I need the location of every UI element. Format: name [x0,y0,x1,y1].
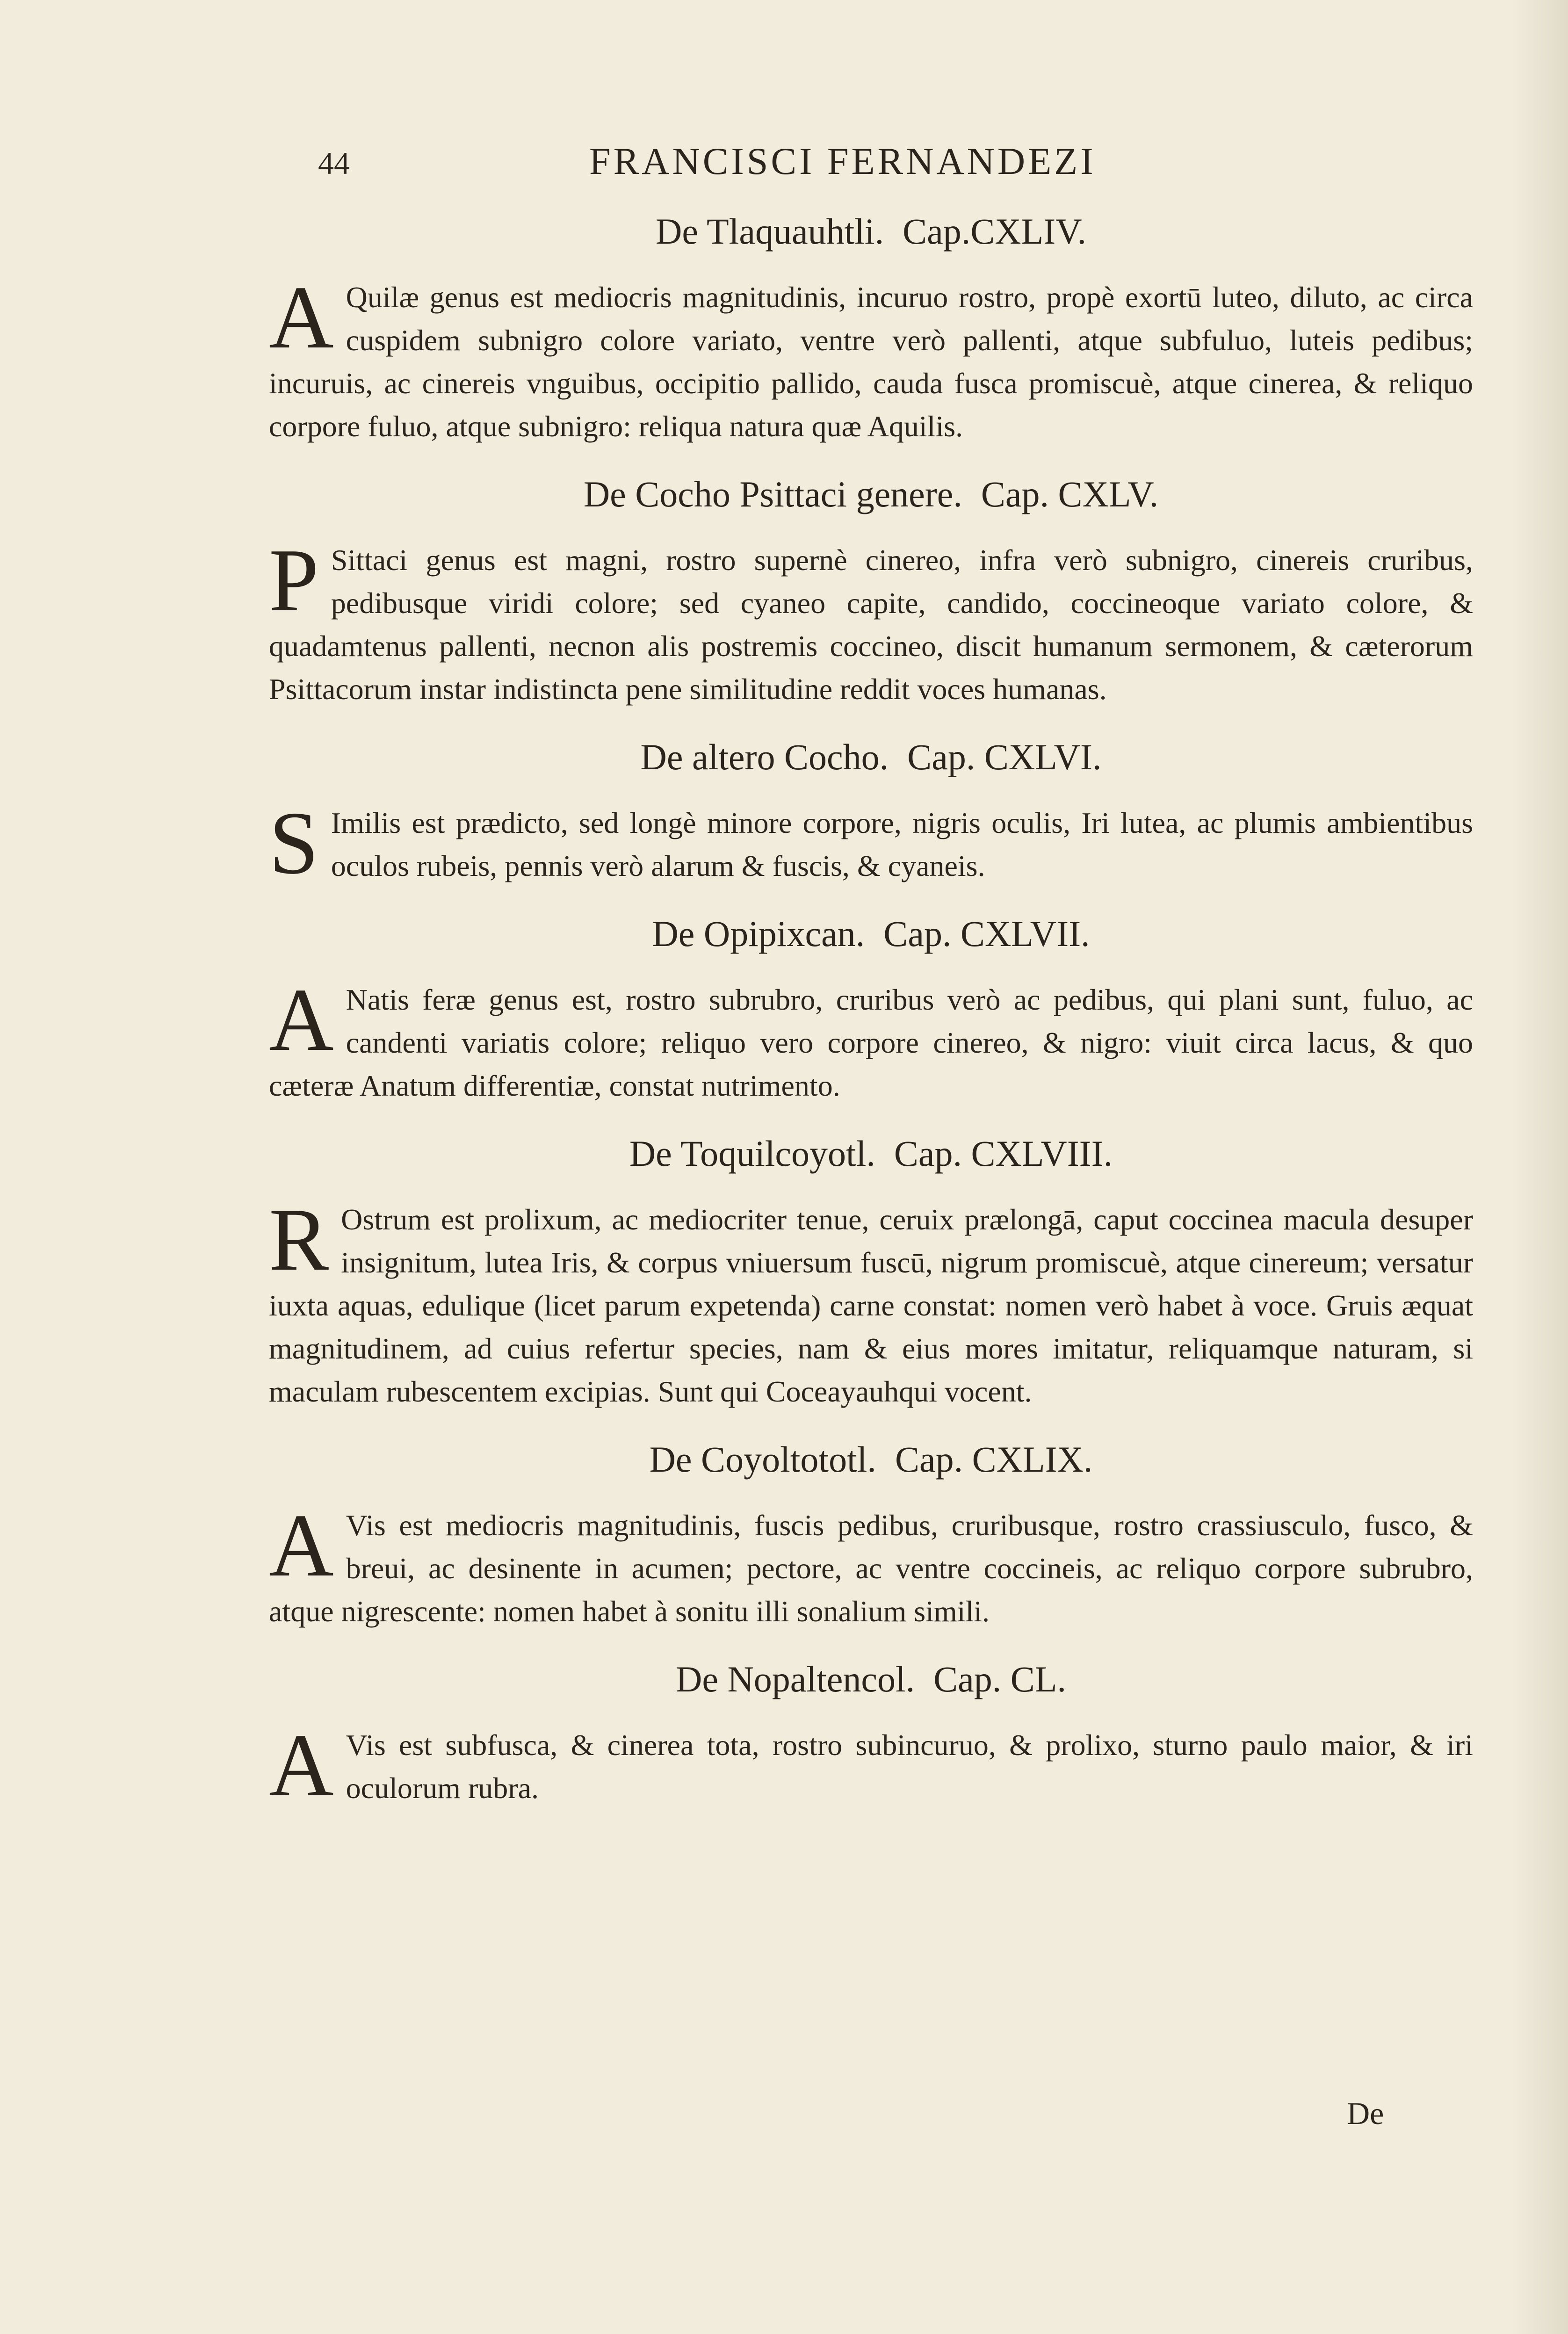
chapter-title: De Toquilcoyotl. [629,1133,875,1174]
chapter-number: Cap. CXLVIII. [894,1133,1113,1174]
chapter-cxlvii [269,908,1473,1107]
chapter-number: Cap. CXLV. [981,474,1159,514]
running-head [262,131,1337,187]
chapter-heading [269,1654,1473,1705]
chapter-text [269,267,1473,448]
chapter-cxlix [269,1434,1473,1633]
chapter-number: Cap. CXLVI. [907,737,1102,777]
chapter-body: Sittaci genus est magni, rostro supernè cinereo, infra verò subnigro, cinereis cruribus, pedibusque viridi colore; sed cyaneo capite, candido, coccineoque variato colore, & quadamtenus pallenti, necnon alis postremis coccineo, discit humanum sermonem, & cæterorum Psittacorum instar indistincta pene similitudine reddit voces humanas. [269,543,1473,706]
chapter-title: De Coyoltototl. [649,1439,876,1480]
chapter-text [269,793,1473,893]
chapter-cxlviii [269,1128,1473,1413]
drop-cap: A [269,970,334,1069]
chapter-text [269,1496,1473,1633]
drop-cap: A [269,1715,334,1815]
chapter-title: De Nopaltencol. [676,1659,915,1699]
drop-cap: A [269,1496,334,1595]
chapter-cxlvi [269,731,1473,893]
chapter-text [269,1190,1473,1413]
running-title: FRANCISCI FERNANDEZI [589,140,1096,182]
drop-cap: S [269,793,319,893]
chapter-number: Cap.CXLIV. [903,211,1086,252]
chapter-heading [269,469,1473,520]
chapter-body: Vis est mediocris magnitudinis, fuscis pedibus, cruribusque, rostro crassiusculo, fusco, & breui, ac desinente in acumen; pectore, ac ventre coccineis, ac reliquo corpore subrubro, atque nigrescente: nomen habet à sonitu illi sonalium simili. [269,1509,1473,1628]
drop-cap: R [269,1190,329,1289]
chapter-cxliv [269,206,1473,448]
chapter-heading [269,1434,1473,1485]
chapter-number: Cap. CXLVII. [883,913,1090,954]
chapter-heading [269,206,1473,257]
chapter-title: De Opipixcan. [652,913,865,954]
chapter-number: Cap. CXLIX. [895,1439,1093,1480]
chapter-title: De altero Cocho. [640,737,889,777]
chapter-body: Imilis est prædicto, sed longè minore corpore, nigris oculis, Iri lutea, ac plumis ambientibus oculos rubeis, pennis verò alarum & fuscis, & cyaneis. [331,806,1473,882]
chapter-cxlv [269,469,1473,711]
catchword: De [1347,2096,1384,2131]
chapter-body: Ostrum est prolixum, ac mediocriter tenue, ceruix prælongā, caput coccinea macula desuper insignitum, lutea Iris, & corpus vniuersum fuscū, nigrum promiscuè, atque cinereum; versatur iuxta aquas, edulique (licet parum expetenda) carne constat: nomen verò habet à voce. Gruis æquat magnitudinem, ad cuius refertur species, nam & eius mores imitatur, reliquamque naturam, si maculam rubescentem excipias. Sunt qui Coceayauhqui vocent. [269,1203,1473,1408]
chapter-title: De Tlaquauhtli. [655,211,884,252]
chapter-body: Vis est subfusca, & cinerea tota, rostro subincuruo, & prolixo, sturno paulo maior, & iri oculorum rubra. [346,1728,1473,1805]
chapter-cl [269,1654,1473,1815]
chapter-text [269,530,1473,711]
chapter-body: Quilæ genus est mediocris magnitudinis, incuruo rostro, propè exortū luteo, diluto, ac circa cuspidem subnigro colore variato, ventre verò pallenti, atque subfuluo, luteis pedibus; incuruis, ac cinereis vnguibus, occipitio pallido, cauda fusca promiscuè, atque cinerea, & reliquo corpore fuluo, atque subnigro: reliqua natura quæ Aquilis. [269,281,1473,443]
chapter-heading [269,731,1473,783]
chapter-body: Natis feræ genus est, rostro subrubro, cruribus verò ac pedibus, qui plani sunt, fuluo, ac candenti variatis colore; reliquo vero corpore cinereo, & nigro: viuit circa lacus, & quo cæteræ Anatum differentiæ, constat nutrimento. [269,983,1473,1102]
chapter-number: Cap. CL. [933,1659,1066,1699]
chapter-text [269,970,1473,1107]
drop-cap: P [269,530,319,630]
chapter-heading [269,908,1473,960]
chapter-text [269,1715,1473,1815]
page-edge-shadow [1512,0,1568,2334]
page-number: 44 [318,145,350,181]
text-block [269,206,1473,1830]
chapter-title: De Cocho Psittaci genere. [583,474,962,514]
drop-cap: A [269,267,334,367]
chapter-heading [269,1128,1473,1179]
